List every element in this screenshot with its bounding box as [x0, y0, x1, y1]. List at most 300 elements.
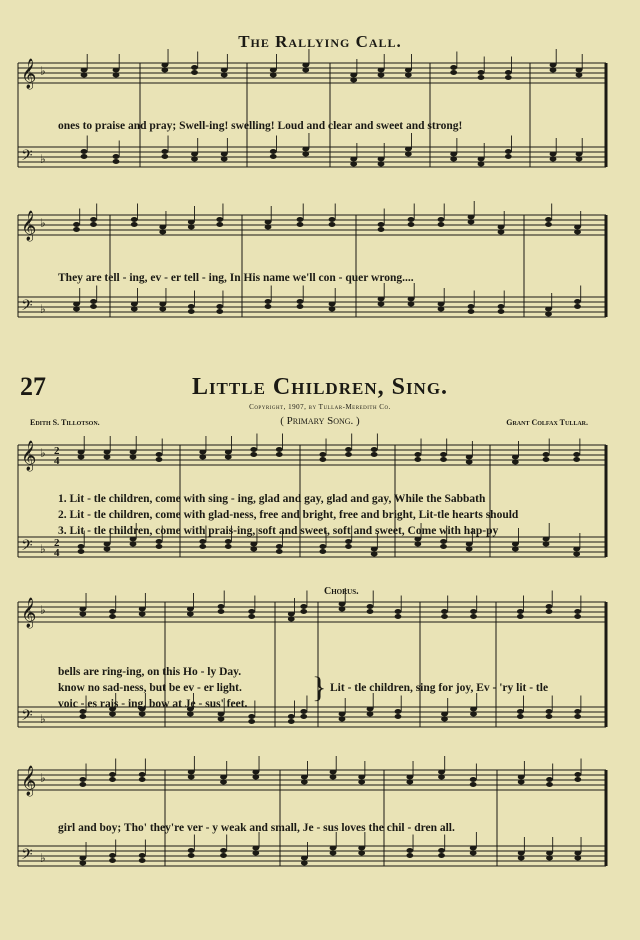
note-head	[130, 450, 137, 455]
note-head	[79, 714, 86, 719]
note-head	[468, 304, 475, 309]
note-head	[550, 63, 557, 68]
note-head	[574, 856, 581, 861]
note-head	[109, 614, 116, 619]
note-head	[161, 149, 168, 154]
note-head	[276, 452, 283, 457]
staff-0-0	[18, 58, 606, 90]
svg-text:2: 2	[54, 537, 60, 549]
note-head	[573, 547, 580, 552]
note-head	[408, 302, 415, 307]
chorus-line-2: girl and boy; Tho' they're ver - y weak and small, Je - sus loves the chil - dren all.	[58, 822, 455, 834]
note-head	[81, 68, 88, 73]
note-head	[574, 714, 581, 719]
note-head	[109, 777, 116, 782]
note-head	[468, 215, 475, 220]
note-head	[450, 70, 457, 75]
note-head	[574, 614, 581, 619]
note-head	[73, 227, 80, 232]
note-head	[367, 604, 374, 609]
note-head	[378, 222, 385, 227]
note-head	[512, 455, 519, 460]
bass-clef-icon: 𝄢	[21, 846, 33, 867]
note-head	[265, 220, 272, 225]
note-head	[78, 455, 85, 460]
note-head	[543, 457, 550, 462]
note-head	[518, 856, 525, 861]
note-head	[518, 780, 525, 785]
note-head	[301, 856, 308, 861]
bass-clef-icon: 𝄢	[21, 147, 33, 168]
note-head	[297, 304, 304, 309]
note-head	[225, 539, 232, 544]
note-head	[470, 707, 477, 712]
note-head	[350, 162, 357, 167]
note-head	[543, 542, 550, 547]
note-head	[470, 609, 477, 614]
note-head	[109, 609, 116, 614]
note-head	[191, 70, 198, 75]
note-head	[221, 68, 228, 73]
note-head	[159, 225, 166, 230]
note-head	[319, 544, 326, 549]
note-head	[395, 709, 402, 714]
note-head	[270, 154, 277, 159]
note-head	[466, 547, 473, 552]
note-head	[161, 63, 168, 68]
note-head	[78, 549, 85, 554]
note-head	[252, 846, 259, 851]
treble-clef-icon: 𝄞	[21, 211, 37, 241]
note-head	[187, 607, 194, 612]
lyrics-line-1: ones to praise and pray; Swell-ing! swelling! Loud and clear and sweet and strong!	[58, 120, 463, 132]
note-head	[330, 851, 337, 856]
note-head	[319, 549, 326, 554]
note-head	[395, 614, 402, 619]
note-head	[470, 712, 477, 717]
note-head	[574, 609, 581, 614]
note-head	[319, 452, 326, 457]
bass-clef-icon: 𝄢	[21, 707, 33, 728]
words-author: Edith S. Tillotson.	[30, 418, 100, 427]
note-head	[199, 450, 206, 455]
note-head	[139, 853, 146, 858]
note-head	[408, 217, 415, 222]
note-head	[478, 70, 485, 75]
note-head	[265, 299, 272, 304]
note-head	[367, 609, 374, 614]
note-head	[345, 539, 352, 544]
note-head	[188, 775, 195, 780]
note-head	[441, 712, 448, 717]
verse-1: 1. Lit - tle children, come with sing - ing, glad and gay, glad and gay, While the Sabbath	[58, 493, 486, 505]
note-head	[276, 447, 283, 452]
note-head	[73, 222, 80, 227]
note-head	[302, 63, 309, 68]
note-head	[109, 858, 116, 863]
note-head	[339, 717, 346, 722]
note-head	[478, 75, 485, 80]
note-head	[574, 772, 581, 777]
note-head	[276, 549, 283, 554]
key-flat-icon: ♭	[40, 851, 46, 865]
note-head	[131, 222, 138, 227]
note-head	[371, 452, 378, 457]
music-composer: Grant Colfax Tullar.	[506, 418, 588, 427]
note-head	[270, 68, 277, 73]
note-head	[79, 856, 86, 861]
key-flat-icon: ♭	[40, 712, 46, 726]
note-head	[139, 772, 146, 777]
note-head	[470, 782, 477, 787]
note-head	[498, 230, 505, 235]
note-head	[512, 460, 519, 465]
note-head	[113, 73, 120, 78]
note-head	[329, 302, 336, 307]
note-head	[576, 68, 583, 73]
note-head	[470, 846, 477, 851]
note-head	[297, 299, 304, 304]
note-head	[406, 780, 413, 785]
note-head	[350, 73, 357, 78]
note-head	[574, 777, 581, 782]
key-flat-icon: ♭	[40, 542, 46, 556]
note-head	[574, 230, 581, 235]
note-head	[199, 539, 206, 544]
note-head	[378, 227, 385, 232]
chorus-line-1: Lit - tle children, sing for joy, Ev - 'ry lit - tle	[330, 682, 549, 694]
note-head	[225, 450, 232, 455]
key-flat-icon: ♭	[40, 64, 46, 78]
note-head	[188, 304, 195, 309]
note-head	[466, 460, 473, 465]
note-head	[302, 147, 309, 152]
note-head	[441, 614, 448, 619]
key-flat-icon: ♭	[40, 771, 46, 785]
key-flat-icon: ♭	[40, 446, 46, 460]
note-head	[156, 539, 163, 544]
note-head	[498, 225, 505, 230]
note-head	[159, 302, 166, 307]
note-head	[109, 772, 116, 777]
note-head	[191, 65, 198, 70]
note-head	[300, 604, 307, 609]
note-head	[367, 707, 374, 712]
note-head	[218, 609, 225, 614]
svg-text:4: 4	[54, 547, 60, 559]
note-head	[470, 851, 477, 856]
note-head	[573, 552, 580, 557]
note-head	[517, 709, 524, 714]
note-head	[188, 853, 195, 858]
note-head	[339, 712, 346, 717]
note-head	[512, 547, 519, 552]
key-flat-icon: ♭	[40, 302, 46, 316]
note-head	[301, 861, 308, 866]
staff-4-1	[18, 846, 606, 867]
note-head	[131, 217, 138, 222]
note-head	[545, 222, 552, 227]
note-head	[371, 447, 378, 452]
note-head	[252, 770, 259, 775]
note-head	[330, 775, 337, 780]
note-head	[252, 851, 259, 856]
note-head	[330, 770, 337, 775]
note-head	[329, 217, 336, 222]
note-head	[358, 846, 365, 851]
note-head	[518, 775, 525, 780]
note-head	[345, 447, 352, 452]
note-head	[441, 609, 448, 614]
note-head	[406, 848, 413, 853]
note-head	[139, 612, 146, 617]
note-head	[550, 157, 557, 162]
note-head	[405, 152, 412, 157]
note-head	[81, 149, 88, 154]
note-head	[216, 217, 223, 222]
note-head	[220, 848, 227, 853]
song-subtitle: ( Primary Song. )	[280, 415, 360, 427]
note-head	[367, 712, 374, 717]
note-head	[545, 307, 552, 312]
note-head	[518, 851, 525, 856]
note-head	[517, 614, 524, 619]
copyright-line: Copyright, 1907, by Tullar-Meredith Co.	[249, 403, 391, 411]
note-head	[297, 222, 304, 227]
hymn-title-rallying-call: The Rallying Call.	[238, 32, 402, 51]
note-head	[218, 712, 225, 717]
note-head	[378, 162, 385, 167]
note-head	[576, 157, 583, 162]
note-head	[414, 452, 421, 457]
note-head	[330, 846, 337, 851]
note-head	[79, 861, 86, 866]
note-head	[505, 154, 512, 159]
note-head	[79, 782, 86, 787]
note-head	[301, 775, 308, 780]
note-head	[546, 782, 553, 787]
note-head	[81, 73, 88, 78]
note-head	[440, 539, 447, 544]
note-head	[395, 714, 402, 719]
note-head	[188, 220, 195, 225]
note-head	[113, 68, 120, 73]
note-head	[188, 848, 195, 853]
note-head	[573, 457, 580, 462]
note-head	[78, 450, 85, 455]
note-head	[187, 712, 194, 717]
note-head	[438, 775, 445, 780]
chorus-label: Chorus.	[324, 586, 359, 597]
lyrics-line-2: They are tell - ing, ev - er tell - ing, In His name we'll con - quer wrong....	[58, 272, 414, 284]
note-head	[576, 152, 583, 157]
note-head	[199, 455, 206, 460]
note-head	[90, 222, 97, 227]
svg-text:4: 4	[54, 455, 60, 467]
note-head	[550, 152, 557, 157]
note-head	[438, 307, 445, 312]
note-head	[248, 614, 255, 619]
note-head	[546, 777, 553, 782]
note-head	[543, 452, 550, 457]
note-head	[470, 614, 477, 619]
note-head	[450, 157, 457, 162]
note-head	[104, 455, 111, 460]
note-head	[466, 455, 473, 460]
note-head	[131, 307, 138, 312]
note-head	[440, 544, 447, 549]
time-signature	[54, 537, 60, 559]
note-head	[574, 299, 581, 304]
note-head	[438, 302, 445, 307]
note-head	[250, 452, 257, 457]
note-head	[438, 848, 445, 853]
note-head	[574, 304, 581, 309]
note-head	[405, 147, 412, 152]
note-head	[329, 307, 336, 312]
note-head	[161, 154, 168, 159]
note-head	[441, 717, 448, 722]
note-head	[301, 780, 308, 785]
verse-end-2: know no sad-ness, but be ev - er light.	[58, 682, 242, 694]
note-head	[339, 607, 346, 612]
time-signature	[54, 445, 60, 467]
note-head	[440, 457, 447, 462]
note-head	[270, 73, 277, 78]
note-head	[221, 73, 228, 78]
staff-1-1	[18, 297, 606, 318]
hymn-title-little-children: Little Children, Sing.	[191, 374, 449, 400]
note-head	[574, 709, 581, 714]
treble-clef-icon: 𝄞	[21, 766, 37, 796]
note-head	[546, 714, 553, 719]
note-head	[358, 780, 365, 785]
note-head	[220, 775, 227, 780]
note-head	[248, 609, 255, 614]
note-head	[329, 222, 336, 227]
note-head	[188, 770, 195, 775]
treble-clef-icon: 𝄞	[21, 59, 37, 89]
note-head	[270, 149, 277, 154]
note-head	[339, 602, 346, 607]
note-head	[546, 609, 553, 614]
note-head	[438, 853, 445, 858]
note-head	[130, 455, 137, 460]
note-head	[288, 719, 295, 724]
note-head	[378, 157, 385, 162]
note-head	[450, 65, 457, 70]
note-head	[478, 157, 485, 162]
note-head	[156, 457, 163, 462]
key-flat-icon: ♭	[40, 152, 46, 166]
note-head	[288, 714, 295, 719]
treble-clef-icon: 𝄞	[21, 598, 37, 628]
note-head	[300, 714, 307, 719]
note-head	[188, 225, 195, 230]
note-head	[79, 612, 86, 617]
note-head	[573, 452, 580, 457]
verse-3: 3. Lit - tle children, come with prais-ing, soft and sweet, soft and sweet, Come with hap-py	[58, 525, 499, 537]
note-head	[302, 152, 309, 157]
note-head	[156, 544, 163, 549]
note-head	[408, 297, 415, 302]
note-head	[297, 217, 304, 222]
note-head	[468, 309, 475, 314]
svg-text:2: 2	[54, 445, 60, 457]
note-head	[546, 856, 553, 861]
note-head	[187, 612, 194, 617]
note-head	[90, 217, 97, 222]
note-head	[546, 851, 553, 856]
note-head	[350, 157, 357, 162]
note-head	[90, 304, 97, 309]
treble-clef-icon: 𝄞	[21, 441, 37, 471]
note-head	[438, 222, 445, 227]
note-head	[113, 154, 120, 159]
note-head	[221, 157, 228, 162]
note-head	[302, 68, 309, 73]
note-head	[265, 225, 272, 230]
note-head	[104, 547, 111, 552]
staff-1-0	[18, 210, 606, 242]
note-head	[543, 537, 550, 542]
note-head	[438, 217, 445, 222]
note-head	[90, 299, 97, 304]
note-head	[139, 858, 146, 863]
note-head	[79, 777, 86, 782]
note-head	[220, 853, 227, 858]
note-head	[574, 225, 581, 230]
note-head	[188, 309, 195, 314]
note-head	[130, 542, 137, 547]
note-head	[512, 542, 519, 547]
note-head	[199, 544, 206, 549]
bass-clef-icon: 𝄢	[21, 537, 33, 558]
verse-end-3: voic - es rais - ing, bow at Je - sus' feet.	[58, 698, 248, 710]
note-head	[358, 851, 365, 856]
note-head	[498, 304, 505, 309]
note-head	[505, 75, 512, 80]
note-head	[139, 712, 146, 717]
note-head	[505, 149, 512, 154]
note-head	[156, 452, 163, 457]
note-head	[73, 302, 80, 307]
note-head	[574, 851, 581, 856]
note-head	[218, 604, 225, 609]
note-head	[159, 307, 166, 312]
note-head	[216, 309, 223, 314]
note-head	[378, 297, 385, 302]
note-head	[248, 719, 255, 724]
note-head	[517, 714, 524, 719]
note-head	[550, 68, 557, 73]
staff-4-0	[18, 765, 606, 797]
bass-clef-icon: 𝄢	[21, 297, 33, 318]
note-head	[358, 775, 365, 780]
note-head	[252, 775, 259, 780]
note-head	[319, 457, 326, 462]
note-head	[545, 217, 552, 222]
note-head	[250, 542, 257, 547]
note-head	[159, 230, 166, 235]
note-head	[408, 222, 415, 227]
note-head	[300, 609, 307, 614]
note-head	[288, 612, 295, 617]
note-head	[73, 307, 80, 312]
note-head	[248, 714, 255, 719]
note-head	[288, 617, 295, 622]
note-head	[414, 457, 421, 462]
